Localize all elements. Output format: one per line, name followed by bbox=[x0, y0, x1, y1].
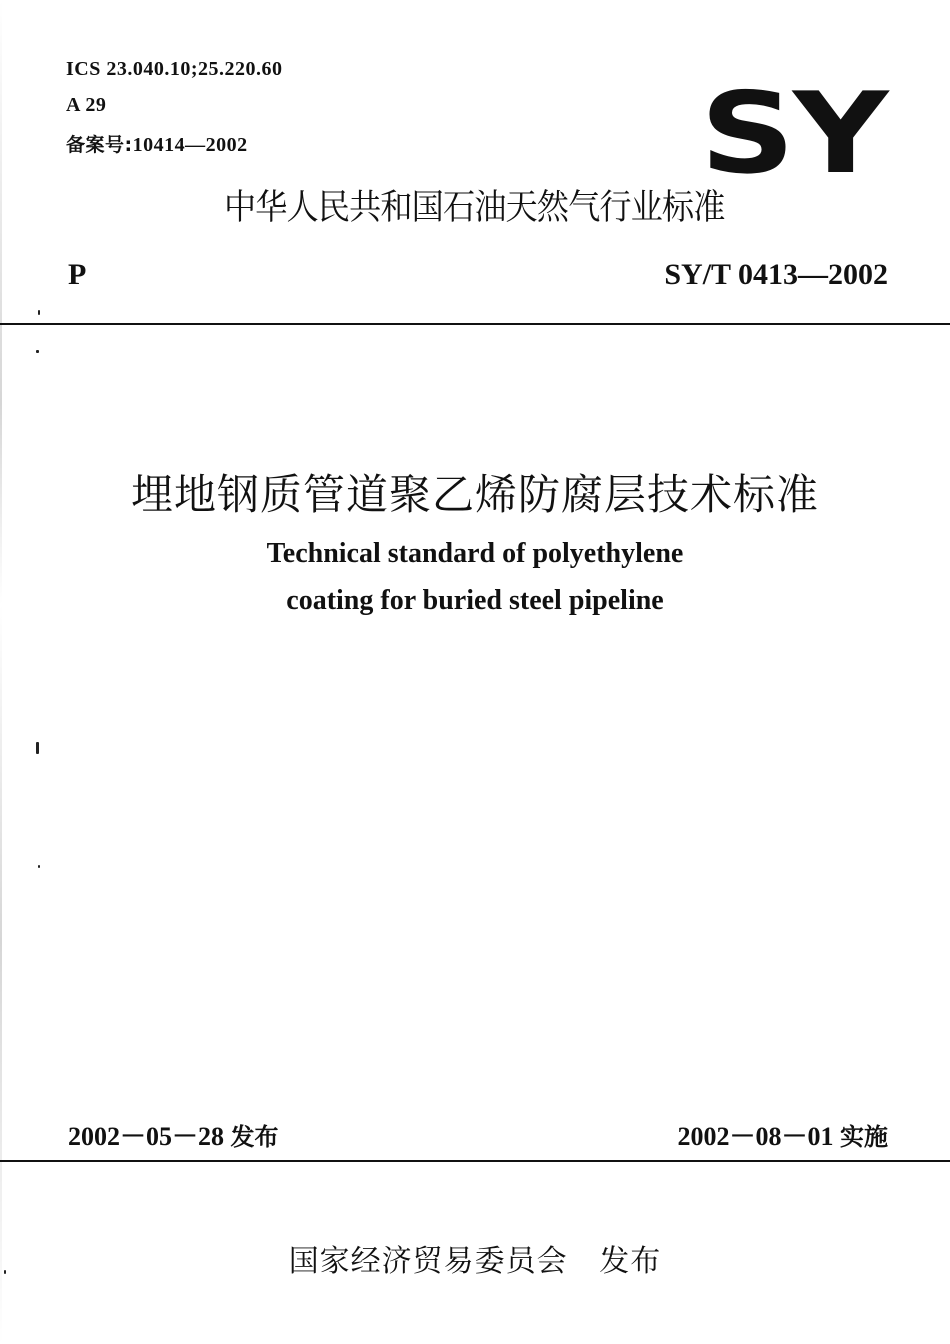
scan-edge bbox=[0, 0, 2, 1344]
issuer-name: 国家经济贸易委员会 bbox=[288, 1244, 568, 1279]
scan-speck bbox=[4, 1270, 6, 1274]
title-chinese: 埋地钢质管道聚乙烯防腐层技术标准 bbox=[130, 470, 819, 519]
ics-code: ICS 23.040.10;25.220.60 bbox=[66, 58, 283, 80]
scan-speck bbox=[36, 350, 39, 353]
standard-number: SY/T 0413—2002 bbox=[664, 258, 888, 291]
implementation-date-label: 实施 bbox=[840, 1123, 888, 1151]
filing-number bbox=[66, 130, 248, 157]
issue-date-value: 2002－05－28 bbox=[68, 1122, 225, 1151]
issuer bbox=[0, 1236, 950, 1280]
classification-code: P bbox=[68, 258, 87, 291]
bottom-divider bbox=[0, 1160, 950, 1162]
issuer-action: 发布 bbox=[599, 1244, 662, 1279]
top-divider bbox=[0, 323, 950, 325]
title-english-line2: coating for buried steel pipeline bbox=[286, 585, 664, 616]
implementation-date-value: 2002－08－01 bbox=[677, 1122, 834, 1151]
issue-date-label: 发布 bbox=[230, 1123, 279, 1151]
title-english-line1: Technical standard of polyethylene bbox=[266, 538, 684, 569]
industry-standard-title: 中华人民共和国石油天然气行业标准 bbox=[224, 188, 725, 228]
scan-speck bbox=[36, 742, 39, 754]
ccs-code: A 29 bbox=[66, 94, 107, 116]
issue-date bbox=[68, 1116, 279, 1153]
filing-value: 10414—2002 bbox=[132, 134, 248, 156]
scan-speck bbox=[38, 865, 40, 868]
scan-speck bbox=[38, 310, 40, 315]
sy-logo: SY bbox=[700, 69, 887, 199]
filing-label: 备案号: bbox=[66, 134, 133, 156]
implementation-date bbox=[677, 1116, 888, 1153]
